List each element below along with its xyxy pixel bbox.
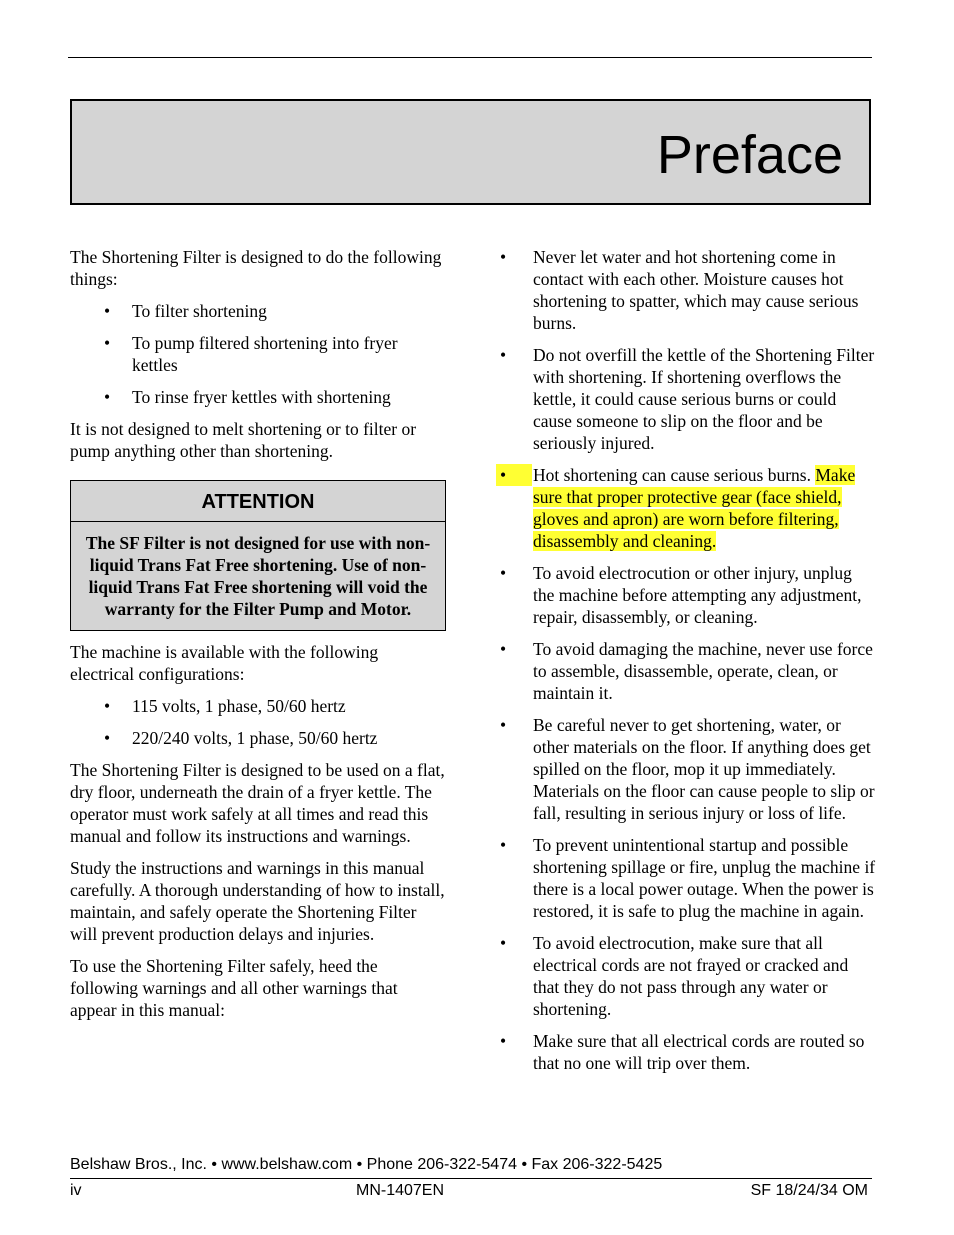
- bullet-icon: •: [496, 464, 532, 486]
- warning-item: • Hot shortening can cause serious burns. Make sure that proper protective gear (face shield, gloves and apron) are worn before filtering, disassembly and cleaning.: [496, 464, 876, 552]
- purpose-list: [70, 300, 446, 408]
- warnings-list: [496, 246, 876, 1074]
- page-title: Preface: [656, 125, 843, 185]
- footer-rule: [70, 1178, 872, 1179]
- intro-text: The Shortening Filter is designed to do the following things:: [70, 247, 442, 289]
- bullet-icon: •: [500, 1031, 507, 1051]
- attention-heading: ATTENTION: [71, 481, 445, 522]
- page-number: iv: [70, 1182, 82, 1199]
- left-column: [70, 246, 446, 1031]
- list-item: • To rinse fryer kettles with shortening: [104, 387, 391, 407]
- use-paragraph: To use the Shortening Filter safely, heed the following warnings and all other warnings that appear in this manual:: [70, 956, 398, 1020]
- floor-paragraph: The Shortening Filter is designed to be used on a flat, dry floor, underneath the drain of a fryer kettle. The operator must work safely at all times and read this manual and follow its instructions and warnings.: [70, 760, 445, 846]
- warning-item: • To prevent unintentional startup and possible shortening spillage or fire, unplug the machine if there is a local power outage. When the power is restored, it is safe to plug the machine in again.: [496, 834, 876, 922]
- list-item: • To filter shortening: [104, 301, 267, 321]
- bullet-icon: •: [500, 563, 507, 583]
- bullet-icon: •: [104, 728, 111, 748]
- warning-item: • Never let water and hot shortening come in contact with each other. Moisture causes hot shortening to spatter, which may cause serious burns.: [496, 246, 876, 334]
- bullet-icon: •: [104, 696, 111, 716]
- right-column: [496, 246, 876, 1084]
- bullet-icon: •: [104, 301, 111, 321]
- footer-info: [70, 1182, 868, 1200]
- warning-item: • Be careful never to get shortening, water, or other materials on the floor. If anything does get spilled on the floor, mop it up immediately. Materials on the floor can cause people to slip or fall, resulting in serious injury or loss of life.: [496, 714, 876, 824]
- study-paragraph: Study the instructions and warnings in this manual carefully. A thorough understanding of how to install, maintain, and safely operate the Shortening Filter will prevent production delays and injuries.: [70, 858, 445, 944]
- electrical-list: [70, 695, 446, 749]
- attention-box: [70, 480, 446, 631]
- bullet-icon: •: [500, 639, 507, 659]
- document-number: MN-1407EN: [356, 1182, 445, 1199]
- bullet-icon: •: [104, 387, 111, 407]
- footer-contact: Belshaw Bros., Inc. • www.belshaw.com • Phone 206-322-5474 • Fax 206-322-5425: [70, 1156, 663, 1173]
- attention-text: The SF Filter is not designed for use with non-liquid Trans Fat Free shortening. Use of non-liquid Trans Fat Free shortening will void the warranty for the Filter Pump and Motor.: [85, 533, 431, 619]
- warning-item: • Make sure that all electrical cords are routed so that no one will trip over them.: [496, 1030, 876, 1074]
- model-label: SF 18/24/34 OM: [750, 1182, 868, 1199]
- bullet-icon: •: [500, 345, 507, 365]
- list-item: • 115 volts, 1 phase, 50/60 hertz: [104, 696, 346, 716]
- warning-item: • Do not overfill the kettle of the Shortening Filter with shortening. If shortening overflows the kettle, it could cause serious burns or could cause someone to slip on the floor and be seriously injured.: [496, 344, 876, 454]
- warning-item: • To avoid electrocution or other injury, unplug the machine before attempting any adjustment, repair, disassembly, or cleaning.: [496, 562, 876, 628]
- top-rule: [68, 57, 872, 58]
- bullet-icon: •: [500, 247, 507, 267]
- bullet-icon: •: [500, 835, 507, 855]
- electrical-intro: The machine is available with the following electrical configurations:: [70, 642, 379, 684]
- warning-item: • To avoid damaging the machine, never use force to assemble, disassemble, operate, clean, or maintain it.: [496, 638, 876, 704]
- title-banner: [70, 99, 871, 205]
- highlighted-warning: Make sure that proper protective gear (face shield, gloves and apron) are worn before filtering, disassembly and cleaning.: [533, 465, 856, 551]
- not-designed-text: It is not designed to melt shortening or to filter or pump anything other than shortening.: [70, 419, 417, 461]
- bullet-icon: •: [500, 715, 507, 735]
- bullet-icon: •: [104, 333, 111, 353]
- list-item: • 220/240 volts, 1 phase, 50/60 hertz: [104, 728, 378, 748]
- warning-item: • To avoid electrocution, make sure that all electrical cords are not frayed or cracked and that they do not pass through any water or shortening.: [496, 932, 876, 1020]
- list-item: • To pump filtered shortening into fryer kettles: [104, 333, 398, 375]
- bullet-icon: •: [500, 933, 507, 953]
